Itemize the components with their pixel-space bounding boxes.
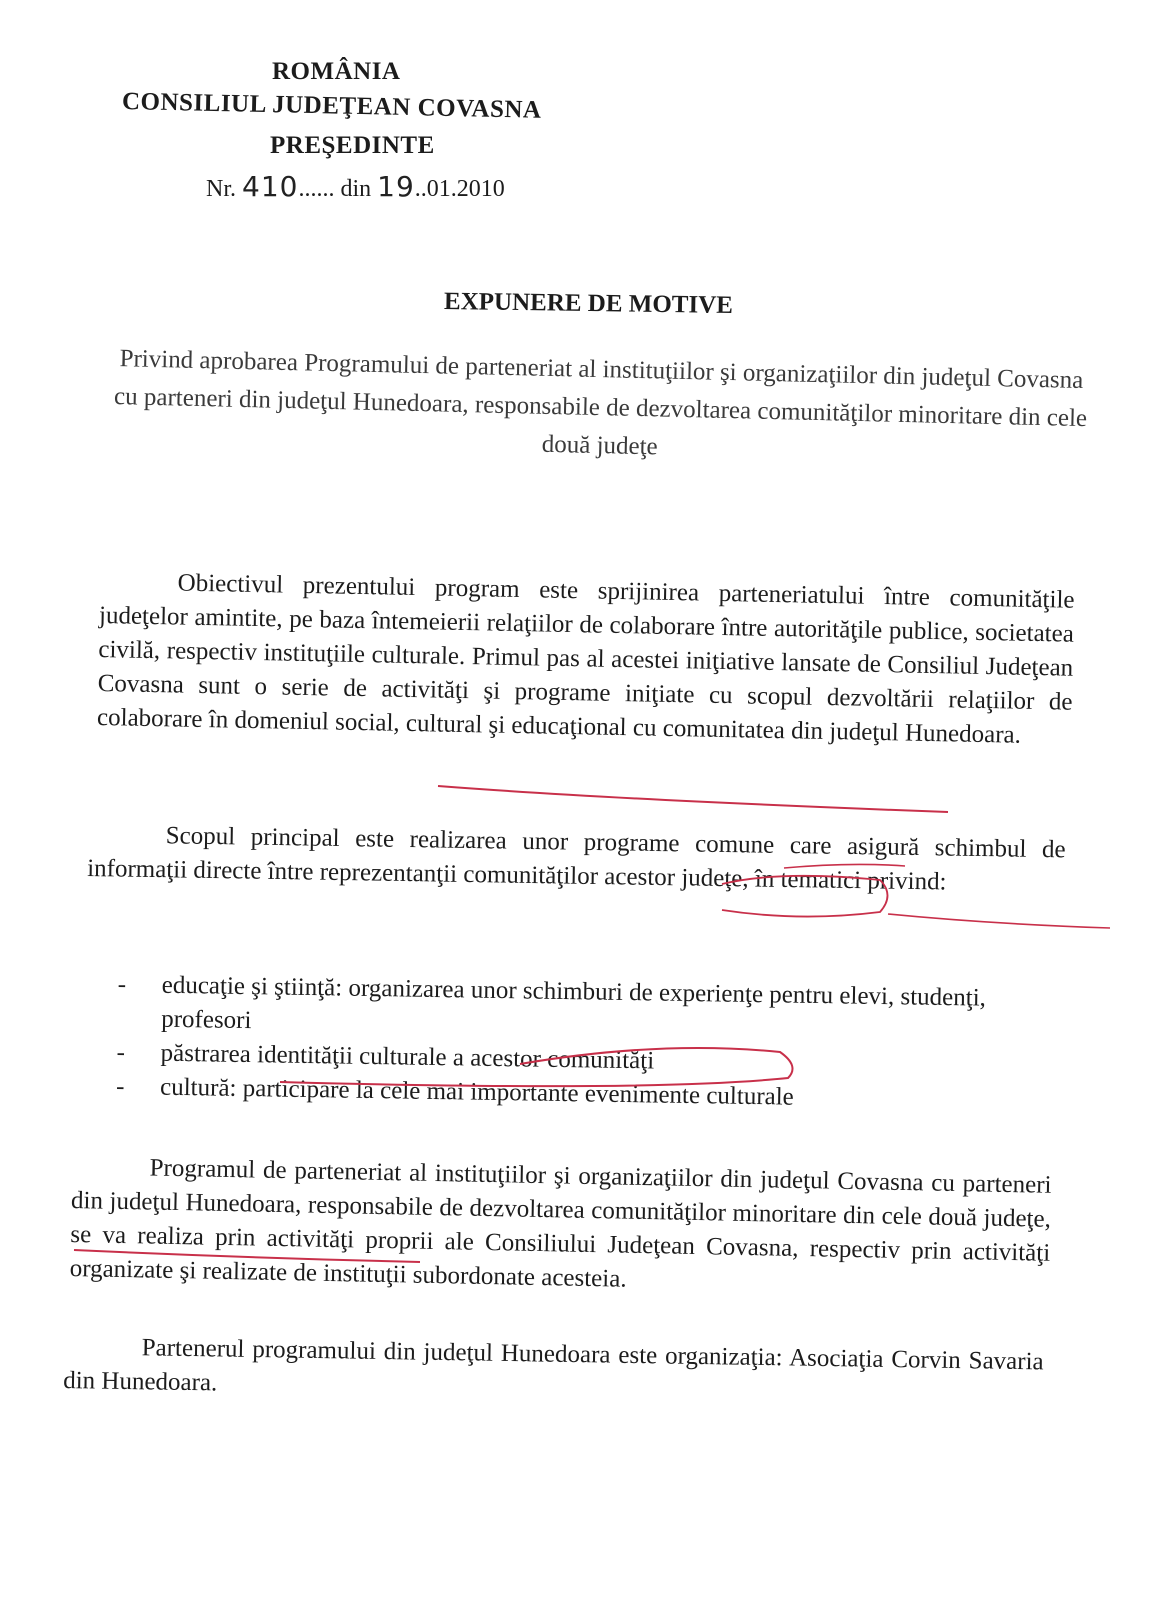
document-subtitle: Privind aprobarea Programului de parteneriat al instituţiilor şi organizaţiilor din judeţul Covasna cu parteneri din judeţul Hunedoara, responsabile de dezvoltarea comunităţilor minoritare din cele două judeţe [113,345,1088,461]
list-bullet: - [117,970,127,999]
nr-label: Nr. [206,176,236,202]
handwritten-number: 410 [242,170,299,203]
list-item-text: păstrarea identităţii culturale a acestor comunităţi [160,1039,655,1075]
paragraph-purpose: Scopul principal este realizarea unor programe comune care asigură schimbul de informaţii directe între reprezentanţii comunităţilor acestor judeţe, în tematici privind: [86,822,1066,896]
registration-number-line [206,170,505,203]
topics-list [116,968,1068,1119]
date-label: din [340,176,372,202]
nr-dots: ...... [298,176,335,202]
document-title: EXPUNERE DE MOTIVE [443,287,734,320]
list-item-text: educaţie şi ştiinţă: organizarea unor schimburi de experienţe pentru elevi, studenţi, profesori [160,971,987,1035]
date-rest: ..01.2010 [414,176,505,202]
handwritten-day: 19 [377,170,415,203]
header-country: ROMÂNIA [272,58,401,85]
list-bullet: - [115,1072,125,1101]
paragraph-program: Programul de parteneriat al instituţiilor şi organizaţiilor din judeţul Covasna cu parteneri din judeţul Hunedoara, responsabile de dezvoltarea comunităţilor minoritare din cele două judeţe, se va realiza prin activităţi proprii ale Consiliului Judeţean Covasna, respectiv prin activităţi organizate şi realizate de instituţii subordonate acesteia. [69,1154,1052,1293]
list-bullet: - [116,1038,126,1067]
header-council: CONSILIUL JUDEŢEAN COVASNA [121,88,542,124]
paragraph-partner: Partenerul programului din judeţul Hunedoara este organizaţia: Asociaţia Corvin Savaria din Hunedoara. [62,1334,1044,1397]
list-item-text: cultură: participare la cele mai importante evenimente culturale [159,1073,794,1111]
paragraph-objective: Obiectivul prezentului program este sprijinirea parteneriatului între comunităţile judeţelor amintite, pe baza întemeierii relaţiilor de colaborare între autorităţile publice, societatea civilă, respectiv instituţiile culturale. Primul pas al acestei iniţiative lansate de Consiliul Judeţean Covasna sunt o serie de activităţi şi programe iniţiate cu scopul dezvoltării relaţiilor de colaborare în domeniul social, cultural şi educaţional cu comunitatea din judeţul Hunedoara. [96,569,1075,749]
header-role: PREŞEDINTE [270,132,435,159]
underline-hunedoara [438,786,948,812]
underline-acestor-judete [888,914,1110,928]
